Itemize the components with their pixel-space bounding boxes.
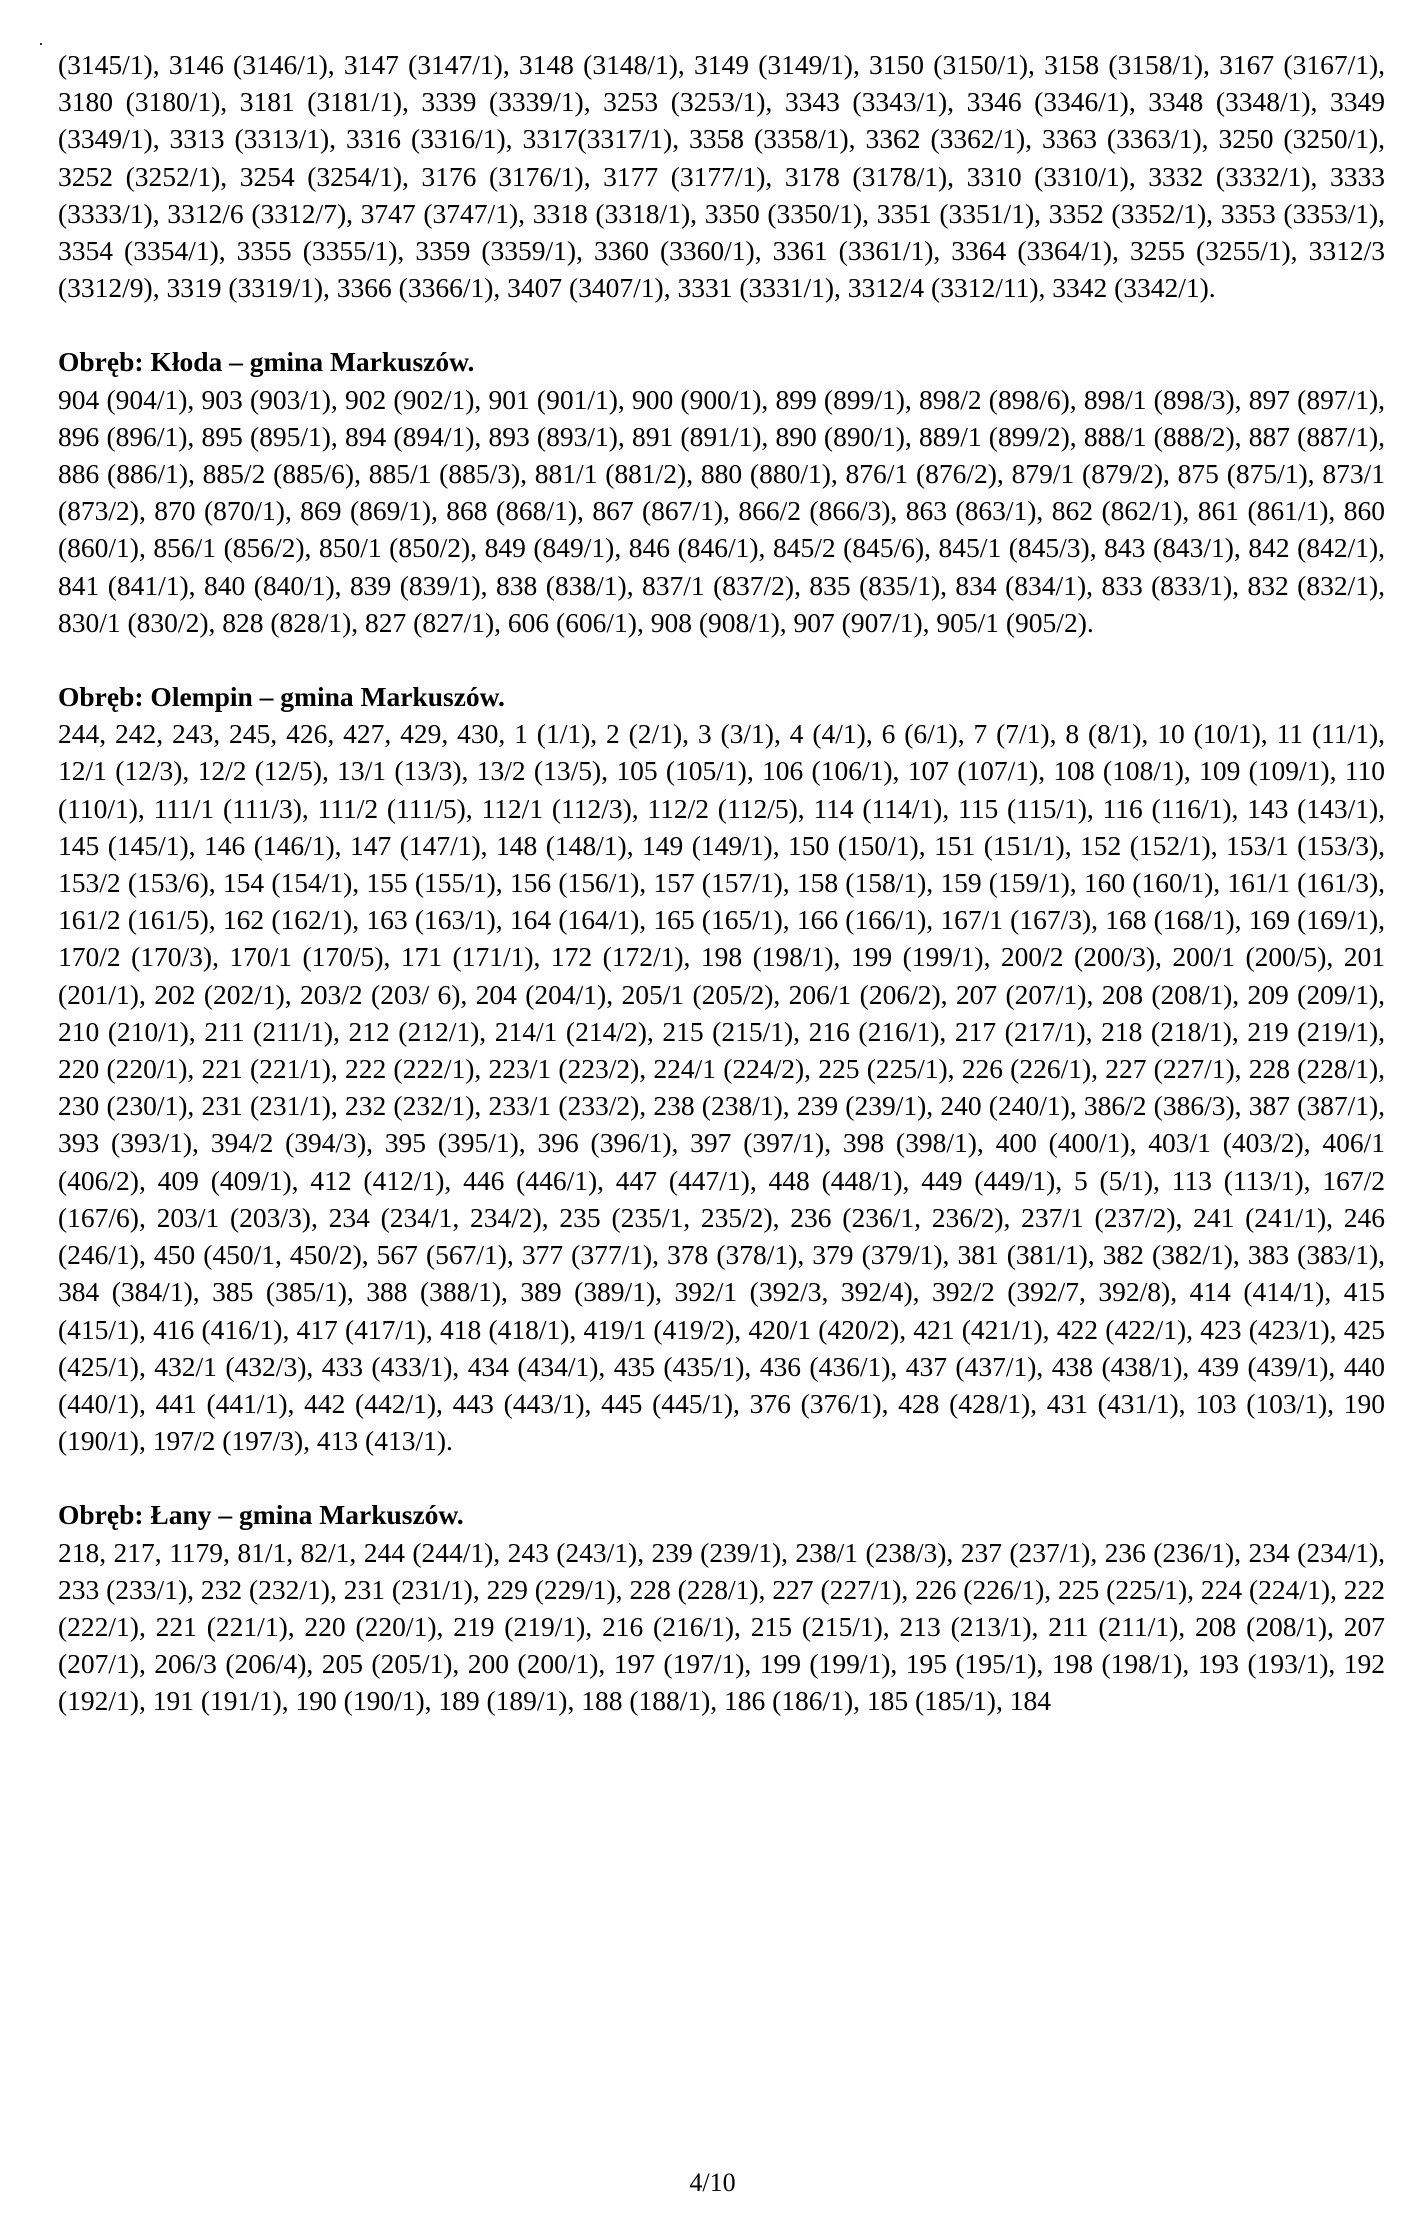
- section-heading-lany: Obręb: Łany – gmina Markuszów.: [58, 1499, 464, 1531]
- parcel-list-continued: (3145/1), 3146 (3146/1), 3147 (3147/1), 3148 (3148/1), 3149 (3149/1), 3150 (3150/1), 3158 (3158/1), 3167 (3167/1), 3180 (3180/1), 3181 (3181/1), 3339 (3339/1), 3253 (3253/1), 3343 (3343/1), 3346 (3346/1), 3348 (3348/1), 3349 (3349/1), 3313 (3313/1), 3316 (3316/1), 3317(3317/1), 3358 (3358/1), 3362 (3362/1), 3363 (3363/1), 3250 (3250/1), 3252 (3252/1), 3254 (3254/1), 3176 (3176/1), 3177 (3177/1), 3178 (3178/1), 3310 (3310/1), 3332 (3332/1), 3333 (3333/1), 3312/6 (3312/7), 3747 (3747/1), 3318 (3318/1), 3350 (3350/1), 3351 (3351/1), 3352 (3352/1), 3353 (3353/1), 3354 (3354/1), 3355 (3355/1), 3359 (3359/1), 3360 (3360/1), 3361 (3361/1), 3364 (3364/1), 3255 (3255/1), 3312/3 (3312/9), 3319 (3319/1), 3366 (3366/1), 3407 (3407/1), 3331 (3331/1), 3312/4 (3312/11), 3342 (3342/1).: [58, 49, 1385, 304]
- document-page: [58, 46, 1385, 1720]
- section-gap: [58, 1459, 1385, 1496]
- section-heading-kloda: Obręb: Kłoda – gmina Markuszów.: [58, 346, 475, 378]
- parcel-list-olempin: 244, 242, 243, 245, 426, 427, 429, 430, 1 (1/1), 2 (2/1), 3 (3/1), 4 (4/1), 6 (6/1), 7 (7/1), 8 (8/1), 10 (10/1), 11 (11/1), 12/1 (12/3), 12/2 (12/5), 13/1 (13/3), 13/2 (13/5), 105 (105/1), 106 (106/1), 107 (107/1), 108 (108/1), 109 (109/1), 110 (110/1), 111/1 (111/3), 111/2 (111/5), 112/1 (112/3), 112/2 (112/5), 114 (114/1), 115 (115/1), 116 (116/1), 143 (143/1), 145 (145/1), 146 (146/1), 147 (147/1), 148 (148/1), 149 (149/1), 150 (150/1), 151 (151/1), 152 (152/1), 153/1 (153/3), 153/2 (153/6), 154 (154/1), 155 (155/1), 156 (156/1), 157 (157/1), 158 (158/1), 159 (159/1), 160 (160/1), 161/1 (161/3), 161/2 (161/5), 162 (162/1), 163 (163/1), 164 (164/1), 165 (165/1), 166 (166/1), 167/1 (167/3), 168 (168/1), 169 (169/1), 170/2 (170/3), 170/1 (170/5), 171 (171/1), 172 (172/1), 198 (198/1), 199 (199/1), 200/2 (200/3), 200/1 (200/5), 201 (201/1), 202 (202/1), 203/2 (203/ 6), 204 (204/1), 205/1 (205/2), 206/1 (206/2), 207 (207/1), 208 (208/1), 209 (209/1), 210 (210/1), 211 (211/1), 212 (212/1), 214/1 (214/2), 215 (215/1), 216 (216/1), 217 (217/1), 218 (218/1), 219 (219/1), 220 (220/1), 221 (221/1), 222 (222/1), 223/1 (223/2), 224/1 (224/2), 225 (225/1), 226 (226/1), 227 (227/1), 228 (228/1), 230 (230/1), 231 (231/1), 232 (232/1), 233/1 (233/2), 238 (238/1), 239 (239/1), 240 (240/1), 386/2 (386/3), 387 (387/1), 393 (393/1), 394/2 (394/3), 395 (395/1), 396 (396/1), 397 (397/1), 398 (398/1), 400 (400/1), 403/1 (403/2), 406/1 (406/2), 409 (409/1), 412 (412/1), 446 (446/1), 447 (447/1), 448 (448/1), 449 (449/1), 5 (5/1), 113 (113/1), 167/2 (167/6), 203/1 (203/3), 234 (234/1, 234/2), 235 (235/1, 235/2), 236 (236/1, 236/2), 237/1 (237/2), 241 (241/1), 246 (246/1), 450 (450/1, 450/2), 567 (567/1), 377 (377/1), 378 (378/1), 379 (379/1), 381 (381/1), 382 (382/1), 383 (383/1), 384 (384/1), 385 (385/1), 388 (388/1), 389 (389/1), 392/1 (392/3, 392/4), 392/2 (392/7, 392/8), 414 (414/1), 415 (415/1), 416 (416/1), 417 (417/1), 418 (418/1), 419/1 (419/2), 420/1 (420/2), 421 (421/1), 422 (422/1), 423 (423/1), 425 (425/1), 432/1 (432/3), 433 (433/1), 434 (434/1), 435 (435/1), 436 (436/1), 437 (437/1), 438 (438/1), 439 (439/1), 440 (440/1), 441 (441/1), 442 (442/1), 443 (443/1), 445 (445/1), 376 (376/1), 428 (428/1), 431 (431/1), 103 (103/1), 190 (190/1), 197/2 (197/3), 413 (413/1).: [58, 718, 1385, 1457]
- parcel-list-lany: 218, 217, 1179, 81/1, 82/1, 244 (244/1), 243 (243/1), 239 (239/1), 238/1 (238/3), 237 (237/1), 236 (236/1), 234 (234/1), 233 (233/1), 232 (232/1), 231 (231/1), 229 (229/1), 228 (228/1), 227 (227/1), 226 (226/1), 225 (225/1), 224 (224/1), 222 (222/1), 221 (221/1), 220 (220/1), 219 (219/1), 216 (216/1), 215 (215/1), 213 (213/1), 211 (211/1), 208 (208/1), 207 (207/1), 206/3 (206/4), 205 (205/1), 200 (200/1), 197 (197/1), 199 (199/1), 195 (195/1), 198 (198/1), 193 (193/1), 192 (192/1), 191 (191/1), 190 (190/1), 189 (189/1), 188 (188/1), 186 (186/1), 185 (185/1), 184: [58, 1536, 1385, 1717]
- page-number: 4/10: [689, 2168, 736, 2197]
- section-heading-olempin: Obręb: Olempin – gmina Markuszów.: [58, 681, 505, 713]
- scan-speck: [40, 43, 42, 45]
- section-gap: [58, 641, 1385, 678]
- parcel-list-kloda: 904 (904/1), 903 (903/1), 902 (902/1), 901 (901/1), 900 (900/1), 899 (899/1), 898/2 (898/6), 898/1 (898/3), 897 (897/1), 896 (896/1), 895 (895/1), 894 (894/1), 893 (893/1), 891 (891/1), 890 (890/1), 889/1 (899/2), 888/1 (888/2), 887 (887/1), 886 (886/1), 885/2 (885/6), 885/1 (885/3), 881/1 (881/2), 880 (880/1), 876/1 (876/2), 879/1 (879/2), 875 (875/1), 873/1 (873/2), 870 (870/1), 869 (869/1), 868 (868/1), 867 (867/1), 866/2 (866/3), 863 (863/1), 862 (862/1), 861 (861/1), 860 (860/1), 856/1 (856/2), 850/1 (850/2), 849 (849/1), 846 (846/1), 845/2 (845/6), 845/1 (845/3), 843 (843/1), 842 (842/1), 841 (841/1), 840 (840/1), 839 (839/1), 838 (838/1), 837/1 (837/2), 835 (835/1), 834 (834/1), 833 (833/1), 832 (832/1), 830/1 (830/2), 828 (828/1), 827 (827/1), 606 (606/1), 908 (908/1), 907 (907/1), 905/1 (905/2).: [58, 383, 1385, 638]
- section-gap: [58, 306, 1385, 343]
